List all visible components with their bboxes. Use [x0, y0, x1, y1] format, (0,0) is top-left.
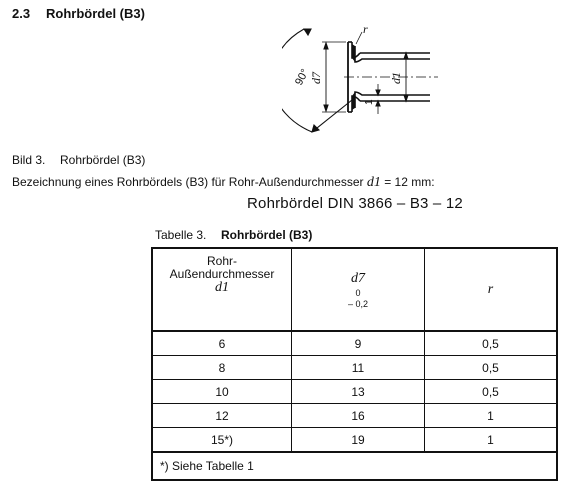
cell-d7: 16 — [292, 404, 425, 428]
designation-intro — [12, 175, 435, 191]
spec-table — [151, 247, 558, 481]
cell-d7: 13 — [292, 380, 425, 404]
table-row — [152, 356, 557, 380]
cell-r: 0,5 — [425, 356, 558, 380]
d7-label: d7 — [309, 72, 323, 84]
header-col1-symbol: d1 — [215, 280, 229, 295]
table-footnote: *) Siehe Tabelle 1 — [152, 452, 557, 480]
angle-label: 90° — [293, 67, 312, 88]
cell-d1: 12 — [152, 404, 292, 428]
figure-caption — [12, 153, 145, 167]
cell-d1: 15*) — [152, 428, 292, 453]
section-title: Rohrbördel (B3) — [46, 6, 145, 21]
cell-r: 1 — [425, 428, 558, 453]
cell-d7: 9 — [292, 331, 425, 356]
figure-label: Bild 3. — [12, 153, 46, 167]
table-footnote-row — [152, 452, 557, 480]
table-row — [152, 404, 557, 428]
section-heading — [12, 6, 145, 21]
designation-intro-text: Bezeichnung eines Rohrbördels (B3) für Rohr-Außendurchmesser — [12, 175, 364, 189]
section-number: 2.3 — [12, 6, 31, 21]
cell-r: 1 — [425, 404, 558, 428]
cell-r: 0,5 — [425, 331, 558, 356]
thickness-label: 1 — [364, 99, 375, 105]
table-row — [152, 331, 557, 356]
table-title: Rohrbördel (B3) — [221, 228, 313, 242]
angle-extension-line — [312, 100, 352, 132]
designation-equation: = 12 mm: — [384, 175, 435, 189]
header-d7 — [292, 248, 425, 331]
header-col1-line2: Außendurchmesser — [169, 267, 275, 281]
r-label: r — [363, 22, 368, 36]
table-header-row — [152, 248, 557, 331]
angle-arrow-top-icon — [304, 29, 311, 35]
header-r — [425, 248, 558, 331]
cell-d1: 8 — [152, 356, 292, 380]
header-col3-symbol: r — [487, 281, 494, 297]
header-col2-tol-upper: 0 — [355, 287, 361, 298]
r-leader-line — [356, 32, 362, 44]
table-caption — [155, 228, 312, 242]
d1-label: d1 — [389, 72, 403, 84]
table-row — [152, 380, 557, 404]
tube-flare-drawing — [282, 22, 442, 140]
cell-r: 0,5 — [425, 380, 558, 404]
header-col1-line1: Rohr- — [206, 254, 237, 268]
cell-d7: 19 — [292, 428, 425, 453]
cell-d1: 10 — [152, 380, 292, 404]
figure-caption-text: Rohrbördel (B3) — [60, 153, 146, 167]
cell-d1: 6 — [152, 331, 292, 356]
header-col2-tol-lower: – 0,2 — [347, 298, 369, 309]
header-col2-symbol: d7 — [351, 270, 365, 286]
header-outer-diameter — [152, 248, 292, 331]
table-row — [152, 428, 557, 453]
designation-symbol: d1 — [366, 175, 381, 190]
cell-d7: 11 — [292, 356, 425, 380]
designation-example: Rohrbördel DIN 3866 – B3 – 12 — [247, 195, 463, 212]
table-label: Tabelle 3. — [155, 228, 207, 242]
